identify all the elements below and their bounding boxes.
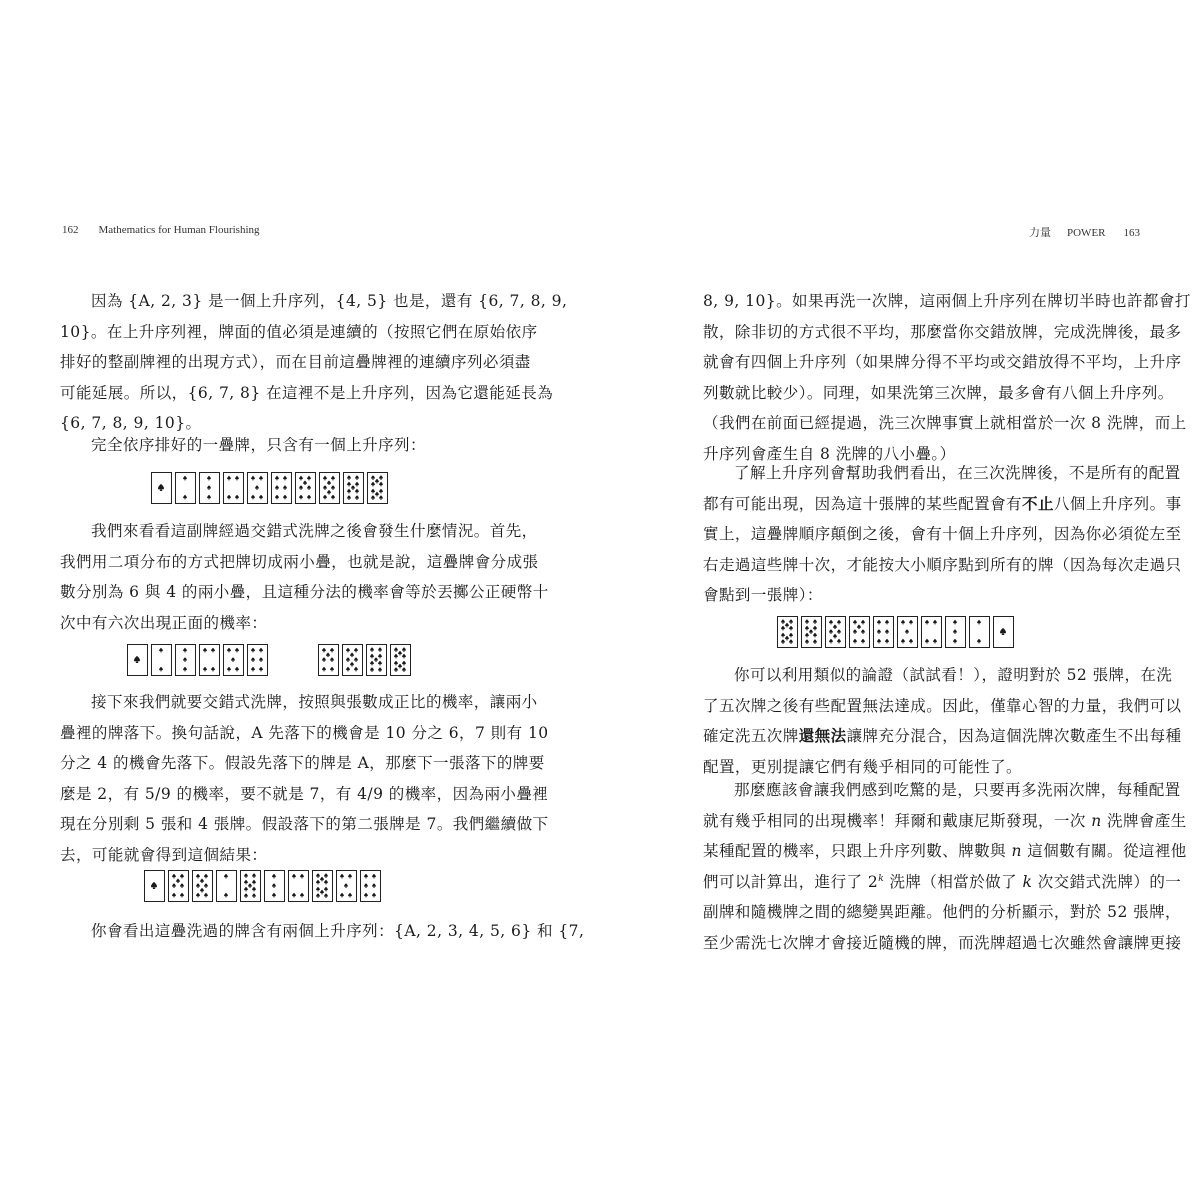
text-run: 某種配置的機率，只跟上升序列數、牌數與 [703, 842, 1012, 860]
spade-pips-icon [296, 473, 314, 502]
text-run: 次交錯式洗牌）的一 [1032, 872, 1182, 891]
spade-pips-icon [850, 617, 868, 646]
text-line: 右走過這些牌十次，才能按大小順序點到所有的牌（因為每次走過只 [703, 555, 1182, 574]
spade-pips-icon [874, 617, 892, 646]
spade-pips-icon [778, 617, 796, 646]
spade-pips-icon [344, 473, 362, 502]
text-line: 現在分別剩 5 張和 4 張牌。假設落下的第二張牌是 7。我們繼續做下 [60, 815, 549, 833]
text-line: 升序列會產生自 8 洗牌的八小疊。） [703, 444, 956, 463]
running-head-left [62, 224, 260, 236]
spade-pips-icon [248, 473, 266, 502]
spade-pips-icon [217, 871, 235, 900]
playing-card-7 [318, 644, 339, 676]
spade-pips-icon [970, 617, 988, 646]
text-line [703, 867, 1187, 898]
spade-pips-icon [922, 617, 940, 646]
playing-card-5 [336, 870, 357, 902]
text-line: 了解上升序列會幫助我們看出，在三次洗牌後，不是所有的配置 [734, 464, 1181, 482]
text-line: 10}。在上升序列裡，牌面的值必須是連續的（按照它們在原始依序 [60, 322, 538, 341]
playing-card-5 [223, 644, 244, 676]
spade-pips-icon [391, 645, 409, 674]
playing-card-8 [342, 644, 363, 676]
text-line: （我們在前面已經提過，洗三次牌事實上就相當於一次 8 洗牌，而上 [703, 414, 1187, 432]
page-number-right: 163 [1123, 227, 1140, 239]
spade-pips-icon [224, 645, 242, 674]
text-line: 可能延展。所以，{6, 7, 8} 在這裡不是上升序列，因為它還能延長為 [60, 383, 554, 402]
playing-card-4 [223, 472, 244, 504]
playing-card-4 [921, 616, 942, 648]
right-paragraph-4 [703, 775, 1187, 958]
text-line: 會點到一張牌）： [703, 586, 823, 604]
spade-pips-icon [152, 645, 170, 674]
text-line: 8, 9, 10}。如果再洗一次牌，這兩個上升序列在牌切半時也許都會打 [703, 292, 1191, 310]
text-run: 們可以計算出，進行了 2 [703, 872, 879, 891]
playing-card-3 [199, 472, 220, 504]
text-run: 讓牌充分混合，因為這個洗牌次數產生不出每種 [846, 727, 1182, 745]
text-line: 數分別為 6 與 4 的兩小疊，且這種分法的機率會等於丟擲公正硬幣十 [60, 583, 549, 601]
spade-pips-icon [319, 645, 337, 674]
text-line [703, 489, 1182, 520]
card-row-sorted [151, 472, 388, 506]
text-run: 這個數有關。從這裡他 [1021, 842, 1187, 860]
right-paragraph-1 [703, 286, 1191, 469]
text-line: 你可以利用類似的論證（試試看！），證明對於 52 張牌，在洗 [734, 666, 1173, 684]
left-paragraph-1 [60, 286, 567, 439]
playing-card-a [993, 616, 1014, 648]
playing-card-a [151, 472, 172, 504]
spade-pips-icon [176, 645, 194, 674]
text-run: 八個上升序列。事 [1053, 494, 1182, 513]
right-paragraph-2 [703, 458, 1182, 611]
playing-card-5 [897, 616, 918, 648]
spade-pips-icon [313, 871, 331, 900]
math-variable-k: k [878, 873, 885, 884]
playing-card-4 [288, 870, 309, 902]
page-number-left: 162 [62, 224, 79, 236]
running-head-right [1029, 224, 1140, 240]
text-line: 排好的整副牌裡的出現方式），而在目前這疊牌裡的連續序列必須盡 [60, 353, 531, 371]
spade-pips-icon [367, 645, 385, 674]
text-line: 就會有四個上升序列（如果牌分得不平均或交錯放得不平均，上升序 [703, 353, 1182, 371]
playing-card-7 [168, 870, 189, 902]
text-line: 至少需洗七次牌才會接近隨機的牌，而洗牌超過七次雖然會讓牌更接 [703, 933, 1182, 952]
spade-pips-icon [128, 645, 146, 674]
text-line: 接下來我們就要交錯式洗牌，按照與張數成正比的機率，讓兩小 [91, 693, 538, 711]
left-paragraph-2 [60, 430, 426, 461]
emphasis-text: 不止 [1022, 494, 1054, 513]
spade-pips-icon [169, 871, 187, 900]
text-run: 洗牌會產生 [1101, 811, 1187, 830]
text-line [703, 836, 1187, 867]
text-line: 去，可能就會得到這個結果： [60, 845, 268, 864]
text-line: 了五次牌之後有些配置無法達成。因此，僅靠心智的力量，我們可以 [703, 696, 1182, 715]
playing-card-8 [825, 616, 846, 648]
spade-pips-icon [289, 871, 307, 900]
chapter-title-cn: 力量 [1029, 227, 1051, 239]
playing-card-10 [390, 644, 411, 676]
playing-card-10 [367, 472, 388, 504]
spade-pips-icon [272, 473, 290, 502]
playing-card-7 [849, 616, 870, 648]
text-line [703, 806, 1187, 837]
playing-card-2 [151, 644, 172, 676]
pile-gap [271, 644, 315, 678]
spade-pips-icon [898, 617, 916, 646]
text-line: 實上，這疊牌順序顛倒之後，會有十個上升序列，因為你必須從左至 [703, 525, 1182, 543]
card-row-cut [127, 644, 411, 678]
playing-card-a [127, 644, 148, 676]
math-variable-n: n [1011, 842, 1022, 860]
spade-pips-icon [200, 473, 218, 502]
left-paragraph-4 [60, 687, 549, 870]
playing-card-2 [175, 472, 196, 504]
playing-card-2 [216, 870, 237, 902]
text-line: 那麼應該會讓我們感到吃驚的是，只要再多洗兩次牌，每種配置 [734, 781, 1181, 799]
text-line [703, 721, 1182, 752]
spade-pips-icon [946, 617, 964, 646]
playing-card-9 [240, 870, 261, 902]
text-line: 我們用二項分布的方式把牌切成兩小疊，也就是說，這疊牌會分成張 [60, 552, 539, 571]
playing-card-2 [969, 616, 990, 648]
math-variable-n: n [1091, 811, 1102, 830]
playing-card-a [144, 870, 165, 902]
spade-pips-icon [200, 645, 218, 674]
spade-pips-icon [826, 617, 844, 646]
left-paragraph-3 [60, 516, 549, 638]
playing-card-10 [312, 870, 333, 902]
playing-card-4 [199, 644, 220, 676]
text-run: 就有幾乎相同的出現機率！拜爾和戴康尼斯發現，一次 [703, 811, 1092, 830]
text-line: 疊裡的牌落下。換句話說，A 先落下的機會是 10 分之 6，7 則有 10 [60, 723, 549, 742]
spade-pips-icon [368, 473, 386, 502]
text-run: 確定洗五次牌 [703, 727, 799, 745]
spade-pips-icon [320, 473, 338, 502]
playing-card-6 [271, 472, 292, 504]
spade-pips-icon [176, 473, 194, 502]
math-variable-k: k [1022, 872, 1033, 891]
text-line: {6, 7, 8, 9, 10}。 [60, 414, 202, 432]
playing-card-6 [360, 870, 381, 902]
text-line: 列數就比較少）。同理，如果洗第三次牌，最多會有八個上升序列。 [703, 383, 1174, 402]
text-line: 完全依序排好的一疊牌，只含有一個上升序列： [91, 436, 426, 454]
text-line: 麼是 2，有 5/9 的機率，要不就是 7，有 4/9 的機率，因為兩小疊裡 [60, 784, 549, 803]
text-run: 都有可能出現，因為這十張牌的某些配置會有 [703, 494, 1023, 513]
text-line: 散，除非切的方式很不平均，那麼當你交錯放牌，完成洗牌後，最多 [703, 322, 1182, 341]
right-paragraph-3 [703, 660, 1182, 782]
spade-pips-icon [802, 617, 820, 646]
playing-card-7 [295, 472, 316, 504]
playing-card-6 [873, 616, 894, 648]
playing-card-5 [247, 472, 268, 504]
spade-pips-icon [248, 645, 266, 674]
playing-card-8 [319, 472, 340, 504]
text-line: 副牌和隨機牌之間的總變異距離。他們的分析顯示，對於 52 張牌， [703, 903, 1181, 921]
right-page [600, 0, 1200, 1200]
text-line: 次中有六次出現正面的機率： [60, 613, 268, 632]
spade-pips-icon [265, 871, 283, 900]
spade-pips-icon [337, 871, 355, 900]
playing-card-3 [175, 644, 196, 676]
playing-card-3 [264, 870, 285, 902]
text-run: 洗牌（相當於做了 [884, 872, 1023, 891]
spade-pips-icon [145, 871, 163, 900]
text-line: 因為 {A, 2, 3} 是一個上升序列，{4, 5} 也是，還有 {6, 7, 8, 9, [91, 292, 568, 310]
playing-card-8 [192, 870, 213, 902]
spade-pips-icon [994, 617, 1012, 646]
playing-card-9 [801, 616, 822, 648]
spade-pips-icon [361, 871, 379, 900]
spade-pips-icon [152, 473, 170, 502]
card-row-reversed [777, 616, 1014, 650]
emphasis-text: 還無法 [798, 727, 847, 745]
spade-pips-icon [193, 871, 211, 900]
playing-card-9 [343, 472, 364, 504]
text-line: 分之 4 的機會先落下。假設先落下的牌是 A，那麼下一張落下的牌要 [60, 754, 545, 772]
card-row-shuffled [144, 870, 381, 904]
text-line: 配置，更別提讓它們有幾乎相同的可能性了。 [703, 757, 1023, 776]
playing-card-6 [247, 644, 268, 676]
spade-pips-icon [224, 473, 242, 502]
text-line: 你會看出這疊洗過的牌含有兩個上升序列：{A, 2, 3, 4, 5, 6} 和 {7, [91, 922, 585, 940]
text-line: 我們來看看這副牌經過交錯式洗牌之後會發生什麼情況。首先， [91, 522, 538, 540]
spade-pips-icon [343, 645, 361, 674]
playing-card-10 [777, 616, 798, 648]
playing-card-9 [366, 644, 387, 676]
book-title: Mathematics for Human Flourishing [98, 224, 260, 236]
spade-pips-icon [241, 871, 259, 900]
playing-card-3 [945, 616, 966, 648]
chapter-title-en: POWER [1067, 227, 1106, 239]
left-paragraph-5 [60, 916, 584, 947]
